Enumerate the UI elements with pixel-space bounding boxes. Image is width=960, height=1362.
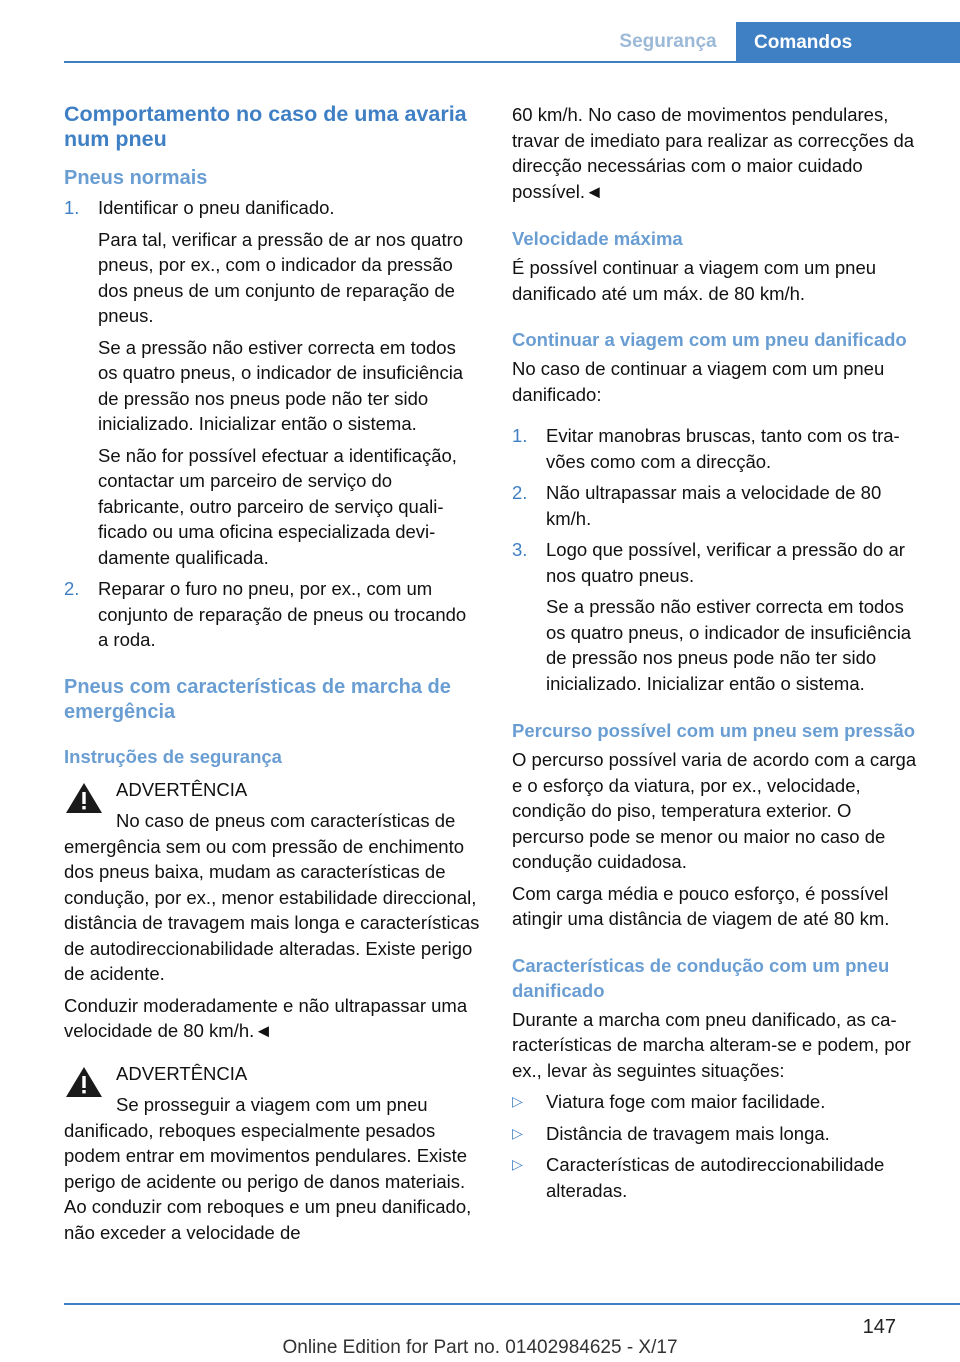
warning-block bbox=[64, 1061, 480, 1246]
tab-comandos[interactable]: Comandos bbox=[736, 22, 960, 63]
list-text: Características de autodireccionabilidade alteradas. bbox=[546, 1154, 885, 1201]
paragraph: É possível continuar a viagem com um pneu danificado até um máx. de 80 km/h. bbox=[512, 257, 877, 304]
paragraph: Se não for possível efectuar a identificação, contactar um parceiro de serviço do fabricante, outro parceiro de serviço qualificado ou uma oficina especializada devidamente qualificada. bbox=[98, 444, 457, 568]
list-text: Distância de travagem mais longa. bbox=[546, 1122, 830, 1144]
list-item bbox=[64, 576, 480, 653]
list-text: Evitar manobras bruscas, tanto com os travões como com a direcção. bbox=[546, 425, 900, 472]
paragraph: Durante a marcha com pneu danificado, as características de marcha alteram-se e podem, por ex., levar às seguintes situações: bbox=[512, 1008, 911, 1081]
warning-icon bbox=[64, 1065, 104, 1099]
paragraph: 60 km/h. No caso de movimentos pendulares, travar de imediato para realizar as correcções da direcção necessárias com o maior cuidado possível.◄ bbox=[512, 104, 915, 202]
list-text: Identificar o pneu danificado. bbox=[98, 197, 335, 218]
paragraph: O percurso possível varia de acordo com a carga e o esforço da viatura, por ex., velocidade, condição do piso, temperatura exterior. O percurso pode se menor ou maior no caso de condução cuidadosa. bbox=[512, 749, 917, 872]
paragraph: Se a pressão não estiver correcta em todos os quatro pneus, o indicador de insuficiência de pressão nos pneus pode não ter sido inicializado. Inicializar então o sistema. bbox=[98, 336, 464, 434]
list-item bbox=[512, 423, 928, 474]
page-number: 147 bbox=[862, 1316, 896, 1338]
warning-label: ADVERTÊNCIA bbox=[116, 1062, 248, 1084]
edition-footer: Online Edition for Part no. 01402984625 - X/17 bbox=[282, 1337, 678, 1358]
paragraph: Com carga média e pouco esforço, é possível atingir uma distância de viagem de até 80 km. bbox=[512, 882, 890, 929]
right-column bbox=[512, 102, 928, 1203]
bullet-item bbox=[512, 1089, 928, 1115]
bullet-icon: ▷ bbox=[512, 1093, 523, 1109]
bullet-icon: ▷ bbox=[512, 1156, 523, 1172]
left-column bbox=[64, 102, 480, 1245]
tab-seguranca[interactable]: Segurança bbox=[619, 31, 717, 52]
heading-velocidade-maxima: Velocidade máxima bbox=[512, 228, 683, 249]
heading-emergencia: Pneus com características de marcha de emergência bbox=[64, 675, 451, 723]
list-number: 2. bbox=[512, 482, 528, 503]
bullet-item bbox=[512, 1121, 928, 1147]
list-number: 1. bbox=[64, 197, 80, 218]
paragraph: Se a pressão não estiver correcta em todos os quatro pneus, o indicador de insuficiência de pressão nos pneus pode não ter sido inicializado. Inicializar então o sistema. bbox=[546, 596, 912, 694]
list-item bbox=[64, 195, 480, 570]
bullet-item bbox=[512, 1152, 928, 1203]
list-item bbox=[512, 537, 928, 696]
warning-label: ADVERTÊNCIA bbox=[116, 778, 248, 800]
list-text: Viatura foge com maior facilidade. bbox=[546, 1091, 826, 1112]
section-title: Comportamento no caso de uma avaria num pneu bbox=[64, 102, 467, 151]
list-number: 3. bbox=[512, 539, 528, 560]
list-number: 1. bbox=[512, 425, 528, 446]
heading-pneus-normais: Pneus normais bbox=[64, 167, 208, 189]
footer-divider bbox=[64, 1303, 960, 1305]
heading-continuar: Continuar a viagem com um pneu danificado bbox=[512, 329, 907, 350]
heading-instrucoes: Instruções de segurança bbox=[64, 745, 282, 767]
warning-icon bbox=[64, 781, 104, 815]
warning-text: Se prosseguir a viagem com um pneu danificado, reboques especialmente pesados podem entrar em movimentos pendulares. Existe perigo de acidente ou perigo de danos materiais. Ao conduzir com reboques e um pneu danificado, não exceder a velocidade de bbox=[64, 1094, 472, 1243]
list-text: Logo que possível, verificar a pressão do ar nos quatro pneus. bbox=[546, 539, 905, 586]
heading-caracteristicas: Características de condução com um pneu danificado bbox=[512, 954, 890, 1001]
heading-percurso: Percurso possível com um pneu sem pressão bbox=[512, 720, 916, 741]
paragraph: No caso de continuar a viagem com um pneu danificado: bbox=[512, 358, 885, 405]
warning-text: No caso de pneus com características de emergência sem ou com pressão de enchimento dos pneus baixa, mudam as características de condução, por ex., menor estabilidade direccional, distância de travagem mais longa e características de autodireccionabilidade alteradas. Existe perigo de acidente. bbox=[64, 810, 480, 984]
bullet-icon: ▷ bbox=[512, 1124, 523, 1141]
list-text: Não ultrapassar mais a velocidade de 80 km/h. bbox=[546, 482, 882, 529]
list-text: Reparar o furo no pneu, por ex., com um conjunto de reparação de pneus ou trocando a roda. bbox=[98, 578, 467, 650]
list-number: 2. bbox=[64, 578, 80, 599]
header-divider bbox=[64, 61, 960, 63]
warning-text: Conduzir moderadamente e não ultrapassar uma velocidade de 80 km/h.◄ bbox=[64, 994, 468, 1041]
warning-block bbox=[64, 777, 480, 1044]
paragraph: Para tal, verificar a pressão de ar nos quatro pneus, por ex., com o indicador da pressão dos pneus de um conjunto de reparação de pneus. bbox=[98, 228, 464, 326]
list-item bbox=[512, 480, 928, 531]
